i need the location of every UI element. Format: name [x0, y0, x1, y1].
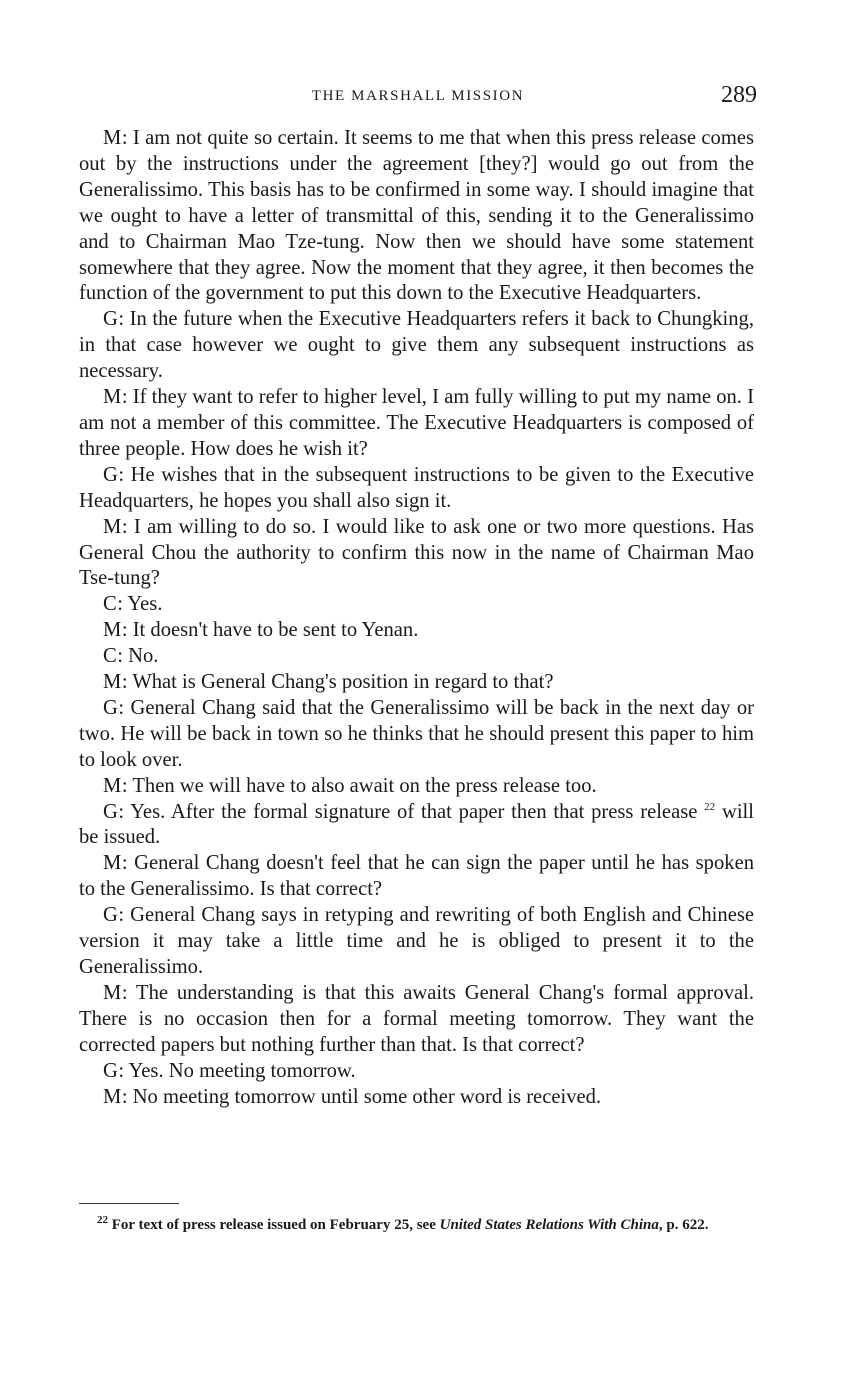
speaker-label: M: [103, 1085, 122, 1108]
paragraph: G: General Chang said that the Generalissimo will be back in the next day or two. He will be back in town so he thinks that he should present this paper to him to look over.: [79, 696, 754, 771]
paragraph: C: No.: [103, 645, 159, 668]
body-text: [79, 126, 754, 1110]
speaker-label: G: [103, 1059, 119, 1082]
speaker-label: M: [103, 671, 122, 694]
paragraph-text-after: will be issued.: [79, 800, 754, 849]
speaker-label: M: [103, 852, 122, 875]
speaker-label: G: [103, 800, 119, 823]
speaker-label: G: [103, 696, 119, 719]
footnote-text: For text of press release issued on February 25, see: [111, 1217, 440, 1233]
paragraph-text: No meeting tomorrow until some other word is received.: [132, 1085, 602, 1108]
paragraph-text: The understanding is that this awaits General Chang's formal approval. There is no occasion then for a formal meeting tomorrow. They want the corrected papers but nothing further than that. Is that correct?: [79, 981, 755, 1056]
paragraph-text: Then we will have to also await on the press release too.: [132, 774, 597, 797]
paragraph: M: The understanding is that this awaits General Chang's formal approval. There is no occasion then for a formal meeting tomorrow. They want the corrected papers but nothing further than that. Is that correct?: [79, 981, 755, 1056]
paragraph-text: General Chang doesn't feel that he can sign the paper until he has spoken to the Generalissimo. Is that correct?: [79, 852, 755, 901]
paragraph: G: General Chang says in retyping and rewriting of both English and Chinese version it may take a little time and he is obliged to present it to the Generalissimo.: [79, 904, 754, 978]
footnote-citation-title: United States Relations With China: [439, 1217, 659, 1233]
paragraph-text: Yes. No meeting tomorrow.: [128, 1059, 356, 1082]
running-title: THE MARSHALL MISSION: [311, 88, 525, 104]
paragraph-text: Yes.: [127, 593, 163, 616]
paragraph-text: I am willing to do so. I would like to ask one or two more questions. Has General Chou the authority to confirm this now in the name of Chairman Mao Tse-tung?: [79, 515, 754, 590]
speaker-label: M: [103, 127, 122, 149]
footnote-number: 22: [97, 1214, 108, 1226]
paragraph: G: Yes. After the formal signature of that paper then that press release $^{22}$ will be issued.: [79, 800, 754, 849]
speaker-label: M: [103, 619, 122, 642]
paragraph-text: If they want to refer to higher level, I am fully willing to put my name on. I am not a member of this committee. The Executive Headquarters is composed of three people. How does he wish it?: [79, 386, 754, 460]
footnote-reference[interactable]: 22: [704, 800, 716, 813]
speaker-label: C: [103, 593, 118, 616]
speaker-label: M: [103, 774, 122, 797]
paragraph: C: Yes.: [103, 593, 163, 616]
footnote-text-after: , p. 622.: [658, 1217, 709, 1233]
paragraph: M: I am willing to do so. I would like to ask one or two more questions. Has General Chou the authority to confirm this now in the name of Chairman Mao Tse-tung?: [79, 515, 754, 590]
paragraph: M: If they want to refer to higher level, I am fully willing to put my name on. I am not a member of this committee. The Executive Headquarters is composed of three people. How does he wish it?: [79, 386, 754, 460]
speaker-label: M: [103, 515, 122, 538]
running-head: [79, 82, 757, 112]
paragraph: M: It doesn't have to be sent to Yenan.: [103, 619, 419, 642]
footnote-divider: [79, 1203, 179, 1204]
paragraph-text: No.: [128, 645, 159, 668]
paragraph-text: In the future when the Executive Headquarters refers it back to Chungking, in that case however we ought to give them any subsequent instructions as necessary.: [79, 308, 754, 383]
paragraph: M: No meeting tomorrow until some other word is received.: [103, 1085, 602, 1108]
paragraph-text: What is General Chang's position in regard to that?: [132, 671, 554, 694]
speaker-label: M: [103, 981, 122, 1004]
footnote: [79, 1216, 754, 1234]
paragraph: G: He wishes that in the subsequent instructions to be given to the Executive Headquarters, he hopes you shall also sign it.: [79, 463, 754, 512]
paragraph-text: I am not quite so certain. It seems to me that when this press release comes out by the instructions under the agreement [they?] would go out from the Generalissimo. This basis has to be confirmed in some way. I should imagine that we ought to have a letter of transmittal of this, sending it to the Generalissimo and to Chairman Mao Tze-tung. Now then we should have some statement somewhere that they agree. Now the moment that they agree, it then becomes the function of the government to put this down to the Executive Headquarters.: [79, 127, 754, 305]
paragraph: M: Then we will have to also await on the press release too.: [103, 774, 597, 797]
speaker-label: C: [103, 645, 118, 668]
paragraph: G: In the future when the Executive Headquarters refers it back to Chungking, in that case however we ought to give them any subsequent instructions as necessary.: [79, 308, 754, 383]
speaker-label: G: [103, 463, 119, 486]
paragraph: M: General Chang doesn't feel that he can sign the paper until he has spoken to the Generalissimo. Is that correct?: [79, 852, 755, 901]
paragraph-text: General Chang said that the Generalissimo will be back in the next day or two. He will be back in town so he thinks that he should present this paper to him to look over.: [79, 696, 754, 771]
speaker-label: M: [103, 386, 122, 409]
paragraph-text: General Chang says in retyping and rewriting of both English and Chinese version it may take a little time and he is obliged to present it to the Generalissimo.: [79, 904, 754, 978]
speaker-label: G: [103, 308, 119, 331]
paragraph: M: I am not quite so certain. It seems to me that when this press release comes out by the instructions under the agreement [they?] would go out from the Generalissimo. This basis has to be confirmed in some way. I should imagine that we ought to have a letter of transmittal of this, sending it to the Generalissimo and to Chairman Mao Tze-tung. Now then we should have some statement somewhere that they agree. Now the moment that they agree, it then becomes the function of the government to put this down to the Executive Headquarters.: [79, 127, 754, 305]
speaker-label: G: [103, 904, 119, 927]
paragraph-text: Yes. After the formal signature of that paper then that press release: [130, 800, 698, 823]
paragraph: G: Yes. No meeting tomorrow.: [103, 1059, 356, 1082]
paragraph: M: What is General Chang's position in regard to that?: [103, 671, 554, 694]
paragraph-text: It doesn't have to be sent to Yenan.: [132, 619, 419, 642]
paragraph-text: He wishes that in the subsequent instructions to be given to the Executive Headquarters, he hopes you shall also sign it.: [79, 463, 754, 512]
page-number: 289: [721, 82, 757, 108]
